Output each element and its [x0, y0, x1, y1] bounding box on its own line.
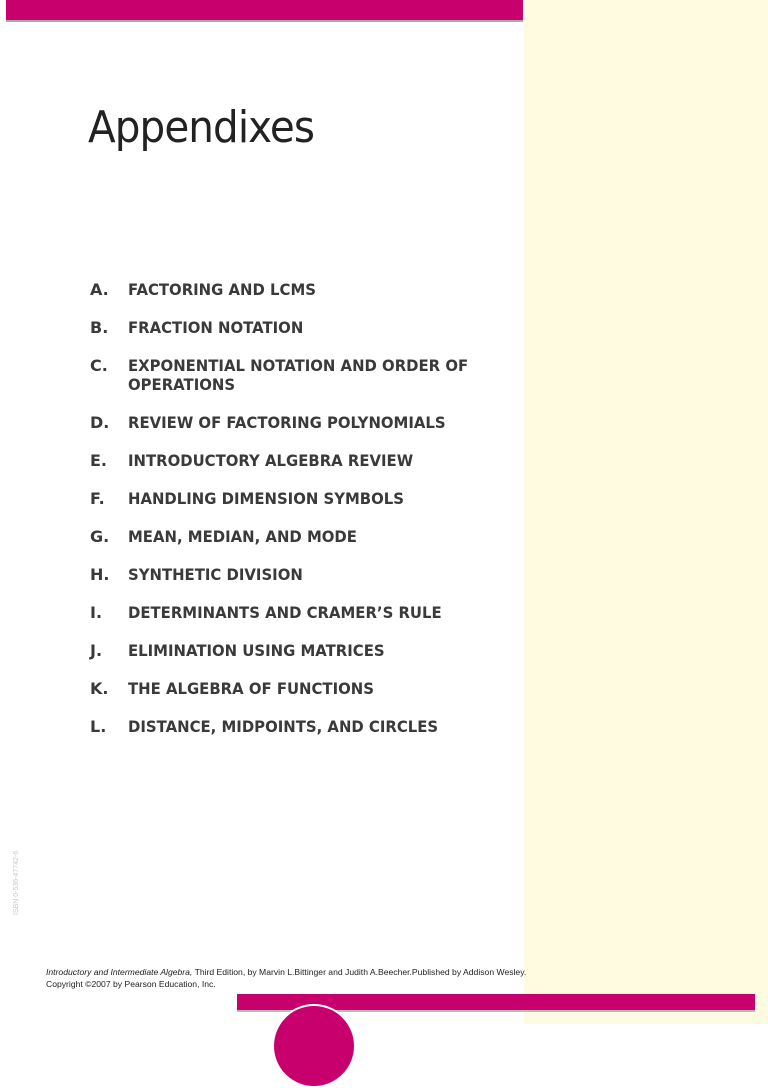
citation-text: Third Edition, by Marvin L.Bittinger and Judith A.Beecher.Published by Addison Wesley. — [192, 967, 527, 977]
appendix-title: ELIMINATION USING MATRICES — [128, 641, 385, 660]
isbn-label: ISBN 0-536-47742-6 — [13, 850, 20, 915]
appendix-letter: C. — [90, 356, 108, 375]
page-title: Appendixes — [88, 102, 315, 153]
appendix-list — [90, 280, 520, 755]
appendix-title: SYNTHETIC DIVISION — [128, 565, 303, 584]
appendix-title: HANDLING DIMENSION SYMBOLS — [128, 489, 404, 508]
appendix-title: DETERMINANTS AND CRAMER’S RULE — [128, 603, 442, 622]
top-accent-bar — [6, 0, 523, 22]
appendix-letter: B. — [90, 318, 109, 337]
appendix-letter: D. — [90, 413, 110, 432]
appendix-title: INTRODUCTORY ALGEBRA REVIEW — [128, 451, 414, 470]
book-title: Introductory and Intermediate Algebra, — [46, 967, 193, 977]
appendix-letter: I. — [90, 603, 103, 622]
appendix-letter: J. — [90, 641, 103, 660]
appendix-title: EXPONENTIAL NOTATION AND ORDER OF OPERATIONS — [128, 356, 469, 394]
appendix-item — [90, 717, 520, 736]
appendix-item — [90, 280, 520, 299]
appendix-item — [90, 565, 520, 584]
side-panel — [524, 0, 768, 1024]
appendix-title: REVIEW OF FACTORING POLYNOMIALS — [128, 413, 446, 432]
appendix-title: THE ALGEBRA OF FUNCTIONS — [128, 679, 374, 698]
appendix-item — [90, 451, 520, 470]
appendix-item — [90, 527, 520, 546]
appendix-item — [90, 603, 520, 622]
appendix-title: MEAN, MEDIAN, AND MODE — [128, 527, 357, 546]
appendix-letter: E. — [90, 451, 108, 470]
appendix-title: FRACTION NOTATION — [128, 318, 304, 337]
appendix-item — [90, 489, 520, 508]
appendix-letter: G. — [90, 527, 110, 546]
appendix-letter: A. — [90, 280, 109, 299]
appendix-title: FACTORING AND LCMS — [128, 280, 316, 299]
copyright-footer — [46, 966, 546, 990]
appendix-letter: F. — [90, 489, 105, 508]
appendix-title: DISTANCE, MIDPOINTS, AND CIRCLES — [128, 717, 439, 736]
appendix-letter: H. — [90, 565, 110, 584]
appendix-letter: K. — [90, 679, 109, 698]
appendix-item — [90, 413, 520, 432]
citation-line — [46, 966, 546, 978]
appendix-item — [90, 679, 520, 698]
copyright-line: Copyright ©2007 by Pearson Education, Inc. — [46, 979, 216, 989]
appendix-item — [90, 641, 520, 660]
appendix-item — [90, 356, 520, 394]
appendix-item — [90, 318, 520, 337]
page-tab-circle — [272, 1004, 356, 1088]
appendix-letter: L. — [90, 717, 107, 736]
